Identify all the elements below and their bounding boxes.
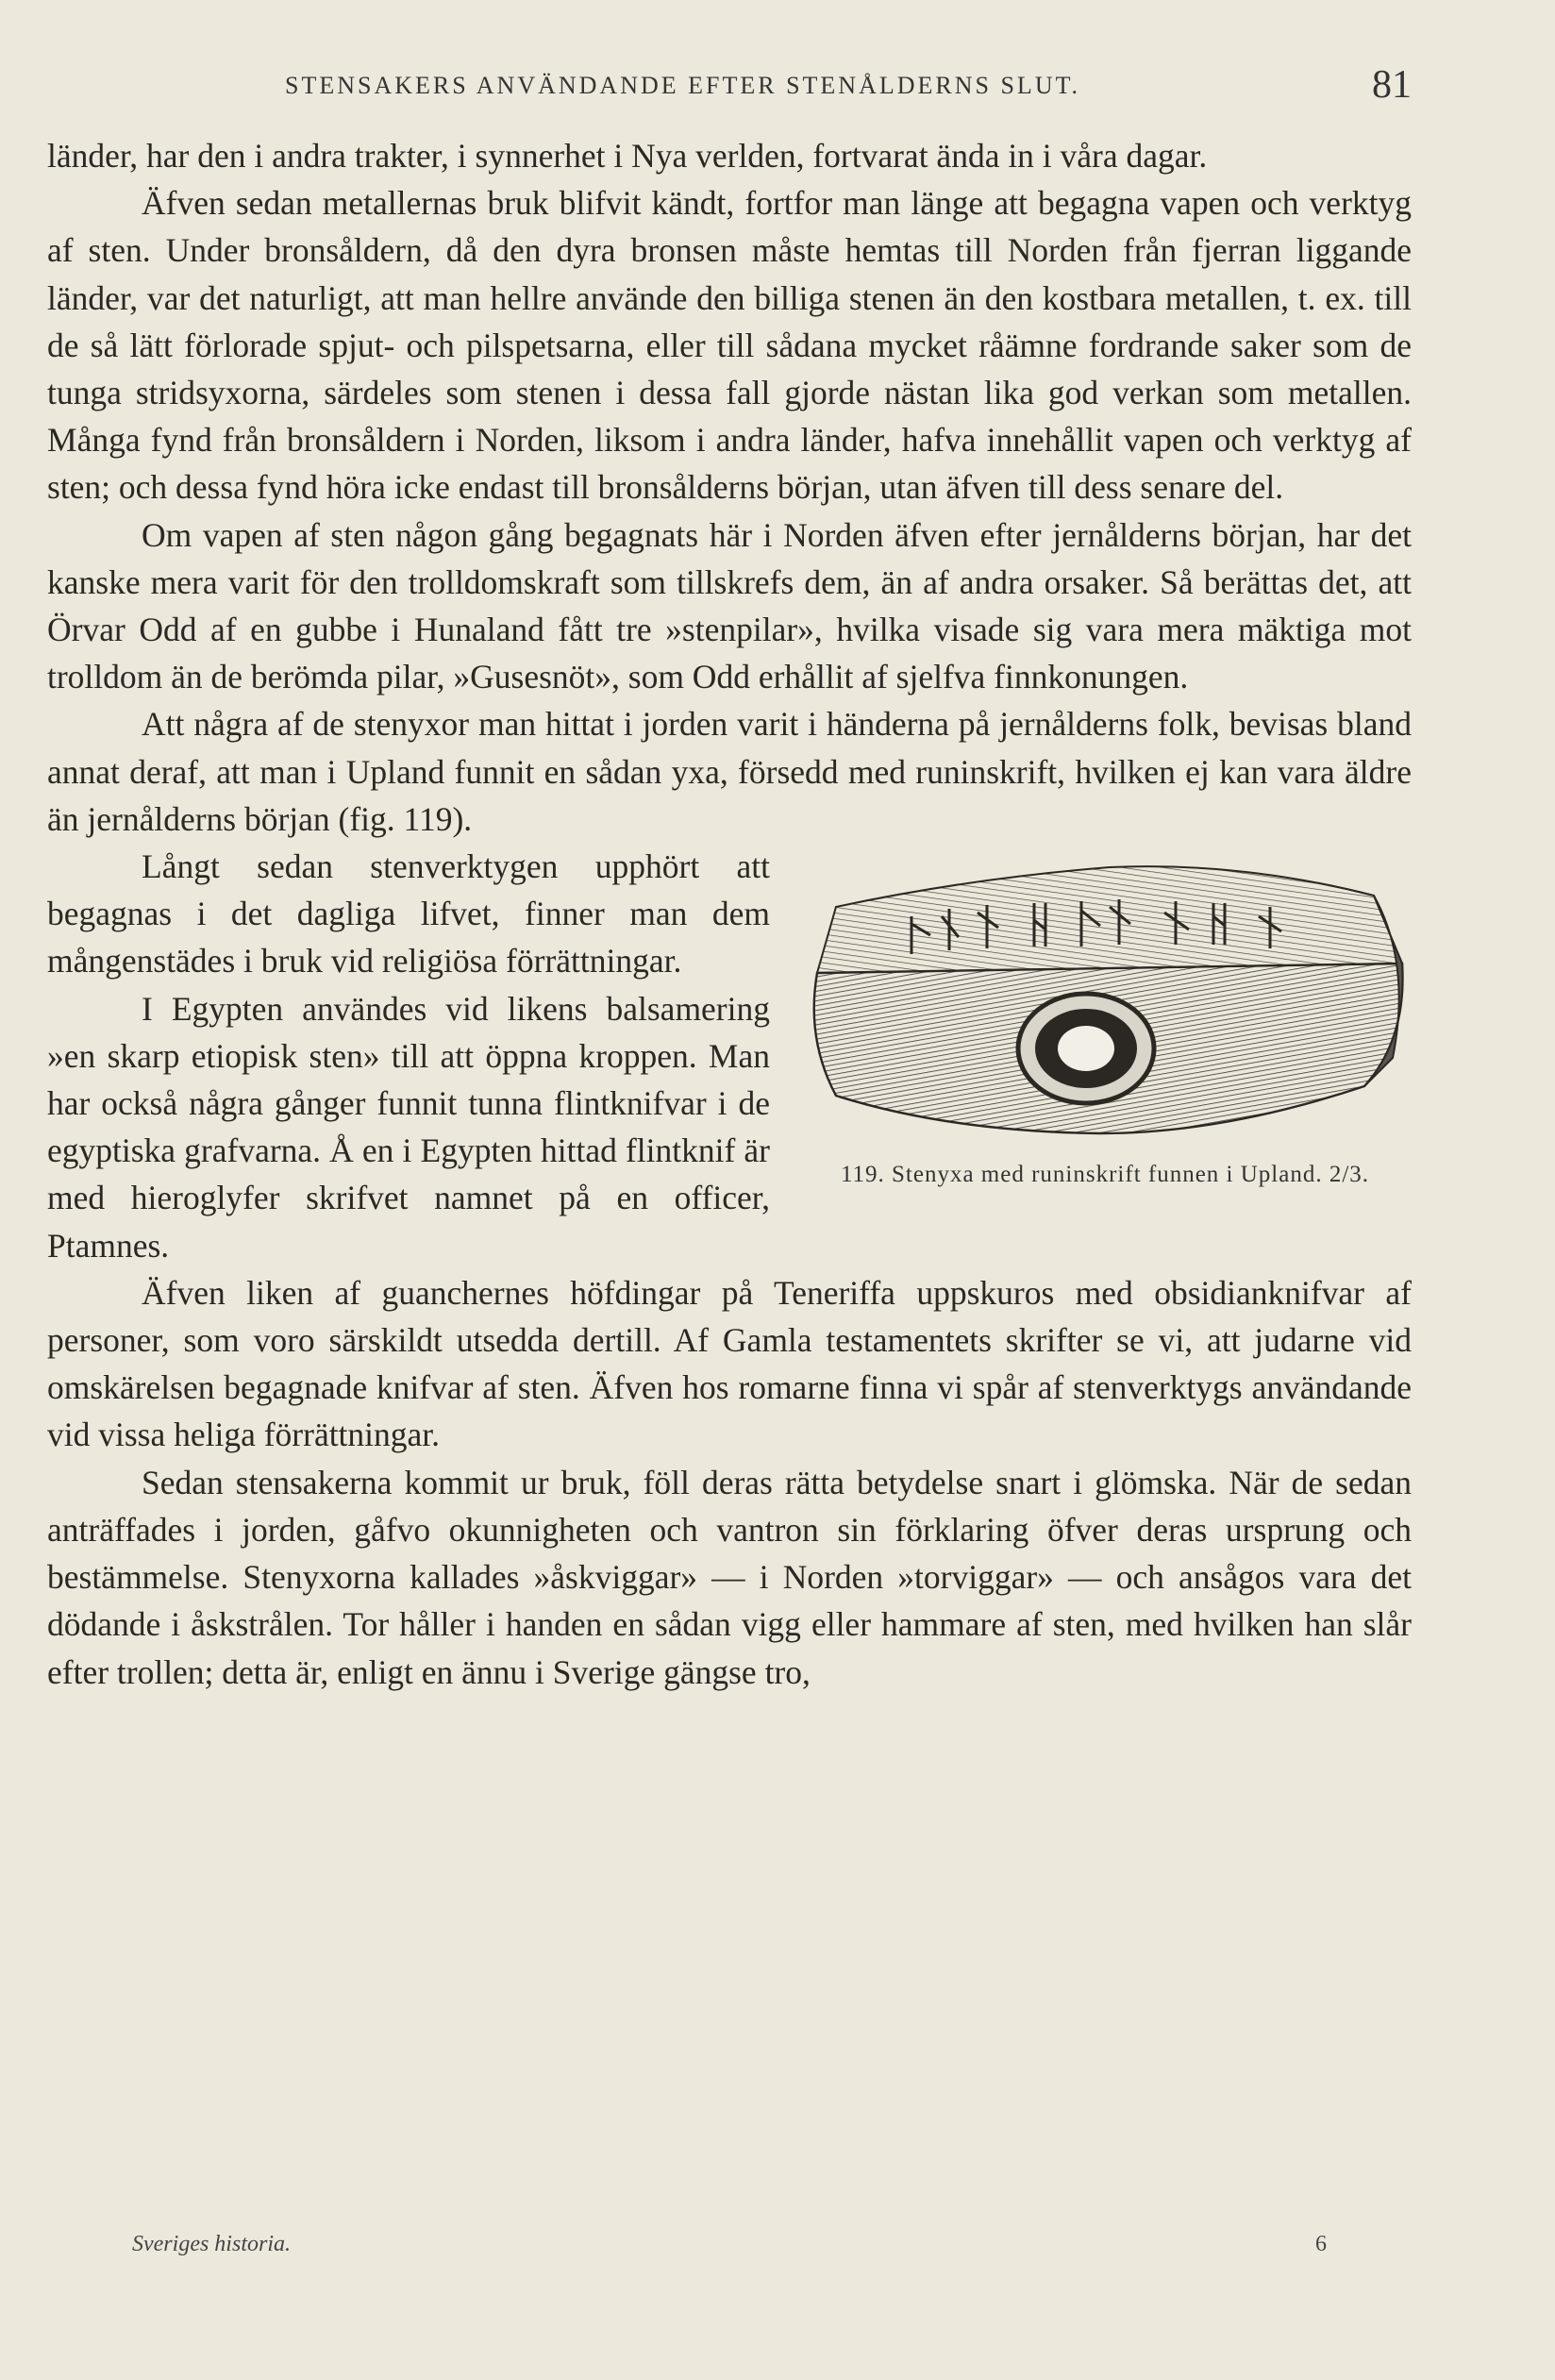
figure-caption: 119. Stenyxa med runinskrift funnen i Upland. 2/3. <box>840 1162 1370 1188</box>
paragraph-thunderstones: Sedan stensakerna kommit ur bruk, föll deras rätta betydelse snart i glömska. När de sedan anträffades i jorden, gåfvo okunnigheten och vantron sin förklaring öfver deras ursprung och bestämmelse. Stenyxorna kallades »åskviggar» — i Norden »torviggar» — och ansågos vara det dödande i åskstrålen. Tor håller i handen en sådan vigg eller hammare af sten, med hvilken han slår efter trollen; detta är, enligt en ännu i Sverige gängse tro, <box>47 1463 1412 1691</box>
figure-119 <box>798 850 1412 1192</box>
paragraph-egypt: I Egypten användes vid likens balsamering »en skarp etiopisk sten» till att öppna kroppen. Man har också några gånger funnit tunna flintknifvar i de egyptiska grafvarna. Å en i Egypten hittad flintknif är med hieroglyfer skrifvet namnet på en officer, Ptamnes. <box>47 989 770 1265</box>
page-header <box>53 59 1412 115</box>
paragraph-bronze-age: Äfven sedan metallernas bruk blifvit kändt, fortfor man länge att begagna vapen och verktyg af sten. Under bronsåldern, då den dyra bronsen måste hemtas till Norden från fjerran liggande länder, var det naturligt, att man hellre använde den billiga stenen än den kostbara metallen, t. ex. till de så lätt förlorade spjut- och pilspetsarna, eller till sådana mycket råämne fordrande saker som de tunga stridsyxorna, särdeles som stenen i dessa fall gjorde nästan lika god verkan som metallen. Många fynd från bronsåldern i Norden, liksom i andra länder, hafva innehållit vapen och verktyg af sten; och dessa fynd höra icke endast till bronsålderns början, utan äfven till dess senare del. <box>47 184 1412 507</box>
stone-axe-illustration <box>798 850 1412 1162</box>
running-head: STENSAKERS ANVÄNDANDE EFTER STENÅLDERNS SLUT. <box>285 72 1081 99</box>
signature-mark: Sveriges historia. <box>132 2232 291 2256</box>
page-number: 81 <box>1372 63 1412 107</box>
page-footer <box>47 2232 1412 2270</box>
paragraph-religious-use: Långt sedan stenverktygen upphört att begagnas i det dagliga lifvet, finner man dem mångenstädes i bruk vid religiösa förrättningar. <box>47 847 770 980</box>
paragraph-guanches: Äfven liken af guanchernes höfdingar på Teneriffa uppskuros med obsidianknifvar af personer, som voro särskildt utsedda dertill. Af Gamla testamentets skrifter se vi, att judarne vid omskärelsen begagnade knifvar af sten. Äfven hos romarne finna vi spår af stenverktygs användande vid vissa heliga förrättningar. <box>47 1273 1412 1454</box>
body-text <box>47 132 1412 1696</box>
paragraph-continued: länder, har den i andra trakter, i synnerhet i Nya verlden, fortvarat ända in i våra dagar. <box>47 137 1208 175</box>
paragraph-iron-age: Om vapen af sten någon gång begagnats här i Norden äfven efter jernålderns början, har det kanske mera varit för den trolldomskraft som tillskrefs dem, än af andra orsaker. Så berättas det, att Örvar Odd af en gubbe i Hunaland fått tre »stenpilar», hvilka visade sig vara mera mäktiga mot trolldom än de berömda pilar, »Gusesnöt», som Odd erhållit af sjelfva finnkonungen. <box>47 515 1412 696</box>
signature-number: 6 <box>1315 2232 1327 2256</box>
paragraph-runic-axe: Att några af de stenyxor man hittat i jorden varit i händerna på jernålderns folk, bevisas bland annat deraf, att man i Upland funnit en sådan yxa, försedd med runinskrift, hvilken ej kan vara äldre än jernålderns början (fig. 119). <box>47 705 1412 838</box>
